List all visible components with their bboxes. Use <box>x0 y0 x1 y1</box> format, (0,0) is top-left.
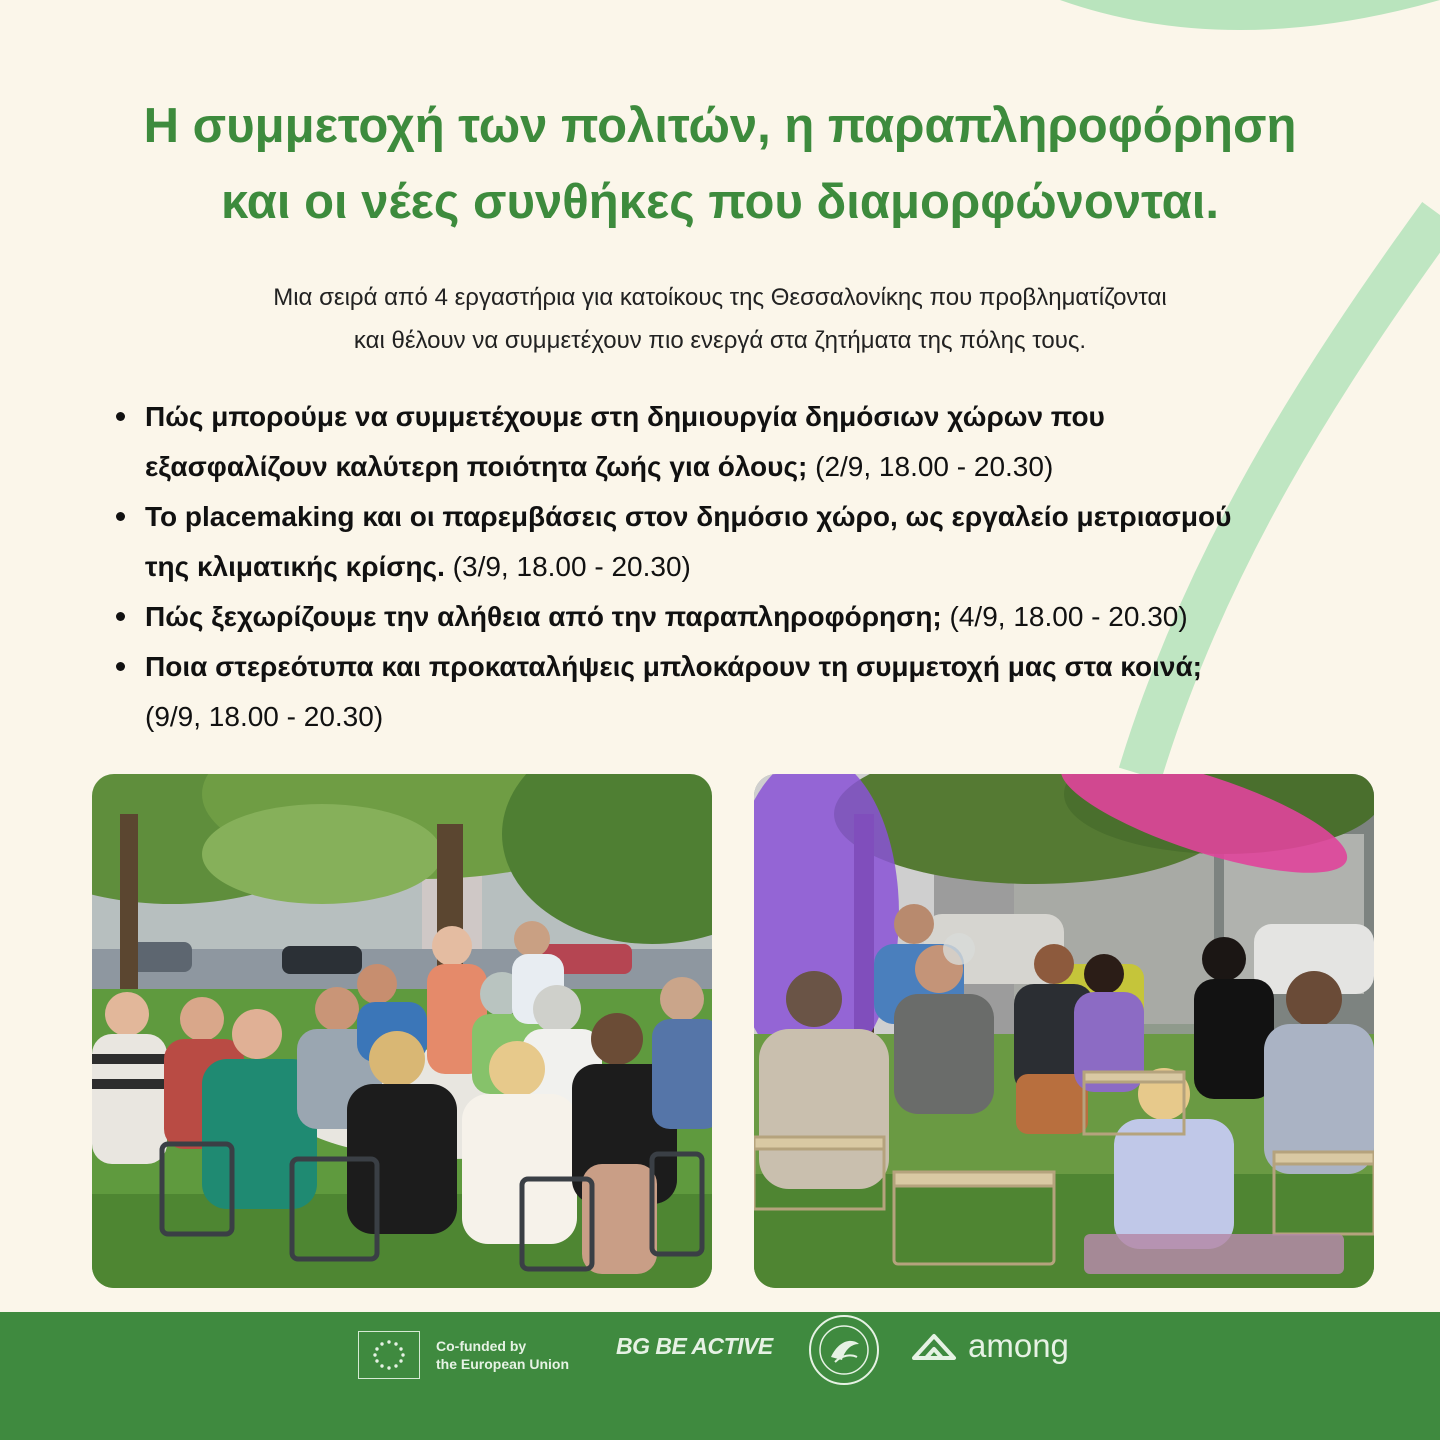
workshop-1-topic-line-2: εξασφαλίζουν καλύτερη ποιότητα ζωής για όλους; <box>145 451 808 482</box>
eu-cofunded-logo <box>358 1330 582 1380</box>
workshop-3-topic: Πώς ξεχωρίζουμε την αλήθεια από την παραπληροφόρηση; <box>145 601 942 632</box>
eu-text-line-1: Co-funded by <box>436 1338 527 1354</box>
workshop-photo-park-circle <box>754 774 1374 1288</box>
intro-line-1: Μια σειρά από 4 εργαστήρια για κατοίκους της Θεσσαλονίκης που προβληματίζονται <box>273 284 1167 311</box>
workshop-2-schedule: (3/9, 18.00 - 20.30) <box>444 551 691 582</box>
eu-text-line-2: the European Union <box>436 1356 569 1372</box>
workshop-4-topic: Ποια στερεότυπα και προκαταλήψεις μπλοκάρουν τη συμμετοχή μας στα κοινά; <box>145 651 1202 682</box>
eu-flag-icon <box>358 1331 420 1379</box>
among-house-icon <box>910 1328 958 1364</box>
workshop-photo-tables <box>92 774 712 1288</box>
title-line-1: Η συμμετοχή των πολιτών, η παραπληροφόρηση <box>143 99 1297 153</box>
among-logo <box>910 1322 1069 1370</box>
workshop-item-4 <box>112 642 1352 742</box>
workshop-1-topic-line-1: Πώς μπορούμε να συμμετέχουμε στη δημιουργία δημόσιων χώρων που <box>145 401 1105 432</box>
workshop-3-schedule: (4/9, 18.00 - 20.30) <box>941 601 1188 632</box>
workshop-list <box>112 392 1352 742</box>
workshop-item-1 <box>112 392 1352 492</box>
workshop-item-3 <box>112 592 1352 642</box>
workshop-1-schedule: (2/9, 18.00 - 20.30) <box>807 451 1054 482</box>
workshop-2-topic-line-1: Το placemaking και οι παρεμβάσεις στον δημόσιο χώρο, ως εργαλείο μετριασμού <box>145 501 1232 532</box>
workshop-2-topic-line-2: της κλιματικής κρίσης. <box>145 551 445 582</box>
sport-for-all-seal-icon <box>804 1310 884 1390</box>
intro-text <box>80 276 1360 362</box>
workshop-item-2 <box>112 492 1352 592</box>
intro-line-2: και θέλουν να συμμετέχουν πιο ενεργά στα ζητήματα της πόλης τους. <box>353 327 1087 354</box>
among-text: among <box>968 1327 1069 1364</box>
page-title <box>40 88 1400 240</box>
eu-text <box>436 1337 569 1373</box>
title-line-2: και οι νέες συνθήκες που διαμορφώνονται. <box>221 175 1219 229</box>
workshop-4-schedule: (9/9, 18.00 - 20.30) <box>145 701 384 732</box>
bg-be-active-logo: BG BE ACTIVE <box>616 1333 773 1359</box>
